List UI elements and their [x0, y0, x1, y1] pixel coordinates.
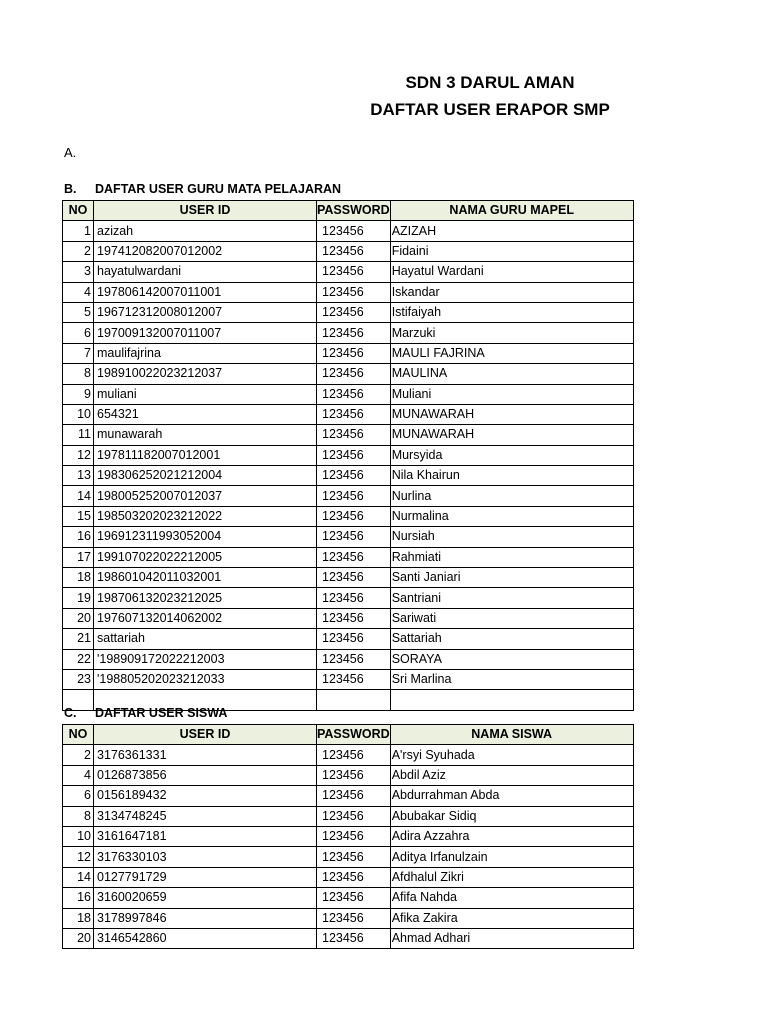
cell-no: 11 [63, 425, 94, 445]
cell-no: 6 [63, 323, 94, 343]
table-row [63, 806, 634, 826]
cell-no: 1 [63, 221, 94, 241]
cell-user-id: 0126873856 [94, 765, 317, 785]
table-row [63, 425, 634, 445]
table-row [63, 826, 634, 846]
cell-name: Nursiah [390, 527, 633, 547]
cell-user-id: 198910022023212037 [94, 364, 317, 384]
table-row [63, 241, 634, 261]
table-row [63, 669, 634, 689]
cell-no: 19 [63, 588, 94, 608]
cell-password: 123456 [317, 888, 391, 908]
column-header-user-id: USER ID [94, 201, 317, 221]
cell-name: Rahmiati [390, 547, 633, 567]
cell-name: MAULI FAJRINA [390, 343, 633, 363]
cell-name: Muliani [390, 384, 633, 404]
cell-user-id: 197607132014062002 [94, 608, 317, 628]
cell-password: 123456 [317, 282, 391, 302]
cell-user-id: 196912311993052004 [94, 527, 317, 547]
column-header-no: NO [63, 201, 94, 221]
section-c-heading [64, 706, 227, 720]
table-row [63, 262, 634, 282]
cell-password: 123456 [317, 302, 391, 322]
cell-password: 123456 [317, 669, 391, 689]
cell-no: 18 [63, 568, 94, 588]
table-row [63, 908, 634, 928]
cell-user-id: 0127791729 [94, 867, 317, 887]
cell-no: 16 [63, 527, 94, 547]
cell-user-id: 196712312008012007 [94, 302, 317, 322]
cell-user-id: 3178997846 [94, 908, 317, 928]
cell-user-id: 197811182007012001 [94, 445, 317, 465]
cell-no: 21 [63, 629, 94, 649]
table-row [63, 547, 634, 567]
table-row [63, 343, 634, 363]
cell-password: 123456 [317, 588, 391, 608]
cell-no: 8 [63, 806, 94, 826]
cell-no: 15 [63, 506, 94, 526]
cell-user-id: 198503202023212022 [94, 506, 317, 526]
cell-name: Aditya Irfanulzain [390, 847, 633, 867]
cell-no: 10 [63, 826, 94, 846]
cell-no: 6 [63, 786, 94, 806]
cell-password: 123456 [317, 908, 391, 928]
cell-password: 123456 [317, 928, 391, 948]
cell-name: Istifaiyah [390, 302, 633, 322]
teacher-user-table [62, 200, 634, 711]
section-b-letter: B. [64, 182, 77, 196]
cell-no: 9 [63, 384, 94, 404]
cell-password: 123456 [317, 847, 391, 867]
cell-user-id: 198306252021212004 [94, 466, 317, 486]
table-row [63, 608, 634, 628]
cell-no: 17 [63, 547, 94, 567]
cell-no: 3 [63, 262, 94, 282]
table-row [63, 928, 634, 948]
cell-user-id: 3176330103 [94, 847, 317, 867]
column-header-password: PASSWORD [317, 201, 391, 221]
cell-password: 123456 [317, 608, 391, 628]
cell-password: 123456 [317, 867, 391, 887]
table-row [63, 302, 634, 322]
cell-no: 5 [63, 302, 94, 322]
cell-password: 123456 [317, 364, 391, 384]
section-c-title: DAFTAR USER SISWA [95, 706, 228, 720]
table-row [63, 745, 634, 765]
cell-user-id: 0156189432 [94, 786, 317, 806]
table-row [63, 847, 634, 867]
table-header-row [63, 725, 634, 745]
cell-name: Abdil Aziz [390, 765, 633, 785]
cell-name: Sri Marlina [390, 669, 633, 689]
cell-password: 123456 [317, 765, 391, 785]
cell-user-id: azizah [94, 221, 317, 241]
cell-no: 14 [63, 867, 94, 887]
cell-password: 123456 [317, 806, 391, 826]
cell-no: 8 [63, 364, 94, 384]
cell-no: 22 [63, 649, 94, 669]
cell-name: Fidaini [390, 241, 633, 261]
cell-name: Afika Zakira [390, 908, 633, 928]
cell-user-id: muliani [94, 384, 317, 404]
table-row [63, 364, 634, 384]
table-header-row [63, 201, 634, 221]
cell-name: Nila Khairun [390, 466, 633, 486]
cell-name: Ahmad Adhari [390, 928, 633, 948]
cell-password [317, 690, 391, 710]
table-row [63, 384, 634, 404]
cell-password: 123456 [317, 547, 391, 567]
cell-user-id: 3160020659 [94, 888, 317, 908]
cell-user-id: 197009132007011007 [94, 323, 317, 343]
section-b-title: DAFTAR USER GURU MATA PELAJARAN [95, 182, 342, 196]
table-row [63, 323, 634, 343]
cell-user-id: 3146542860 [94, 928, 317, 948]
cell-no: 7 [63, 343, 94, 363]
section-c-letter: C. [64, 706, 77, 720]
cell-name: Nurmalina [390, 506, 633, 526]
cell-password: 123456 [317, 486, 391, 506]
cell-no: 2 [63, 745, 94, 765]
cell-no: 4 [63, 282, 94, 302]
cell-user-id: 3176361331 [94, 745, 317, 765]
cell-password: 123456 [317, 343, 391, 363]
column-header-user-id: USER ID [94, 725, 317, 745]
cell-name: Afifa Nahda [390, 888, 633, 908]
cell-user-id: munawarah [94, 425, 317, 445]
cell-name: Iskandar [390, 282, 633, 302]
cell-name [390, 690, 633, 710]
cell-password: 123456 [317, 384, 391, 404]
cell-password: 123456 [317, 445, 391, 465]
cell-name: Santriani [390, 588, 633, 608]
cell-no: 12 [63, 445, 94, 465]
cell-name: Afdhalul Zikri [390, 867, 633, 887]
cell-no: 16 [63, 888, 94, 908]
cell-name: Marzuki [390, 323, 633, 343]
column-header-no: NO [63, 725, 94, 745]
table-row [63, 282, 634, 302]
table-row [63, 221, 634, 241]
student-table-body [63, 745, 634, 949]
cell-no: 14 [63, 486, 94, 506]
cell-name: AZIZAH [390, 221, 633, 241]
cell-password: 123456 [317, 745, 391, 765]
cell-user-id: 3134748245 [94, 806, 317, 826]
cell-no: 23 [63, 669, 94, 689]
cell-name: SORAYA [390, 649, 633, 669]
table-row [63, 445, 634, 465]
table-row [63, 506, 634, 526]
cell-password: 123456 [317, 404, 391, 424]
cell-password: 123456 [317, 425, 391, 445]
student-user-table [62, 724, 634, 949]
cell-no: 20 [63, 928, 94, 948]
cell-user-id: 199107022022212005 [94, 547, 317, 567]
cell-password: 123456 [317, 527, 391, 547]
school-name: SDN 3 DARUL AMAN [405, 73, 575, 92]
table-row [63, 486, 634, 506]
cell-user-id: sattariah [94, 629, 317, 649]
table-row [63, 527, 634, 547]
cell-name: Nurlina [390, 486, 633, 506]
section-b-heading [64, 182, 341, 196]
cell-user-id: 198601042011032001 [94, 568, 317, 588]
table-row [63, 888, 634, 908]
cell-name: Sattariah [390, 629, 633, 649]
cell-user-id: '198909172022212003 [94, 649, 317, 669]
table-row [63, 588, 634, 608]
cell-no: 10 [63, 404, 94, 424]
table-row [63, 404, 634, 424]
cell-name: MAULINA [390, 364, 633, 384]
cell-no: 12 [63, 847, 94, 867]
cell-password: 123456 [317, 221, 391, 241]
cell-password: 123456 [317, 506, 391, 526]
table-row [63, 786, 634, 806]
table-row [63, 466, 634, 486]
cell-no: 20 [63, 608, 94, 628]
cell-password: 123456 [317, 649, 391, 669]
table-row [63, 649, 634, 669]
cell-user-id: 198706132023212025 [94, 588, 317, 608]
cell-name: Santi Janiari [390, 568, 633, 588]
table-row [63, 765, 634, 785]
cell-user-id: maulifajrina [94, 343, 317, 363]
cell-name: MUNAWARAH [390, 425, 633, 445]
teacher-table-body [63, 221, 634, 710]
cell-user-id: 197412082007012002 [94, 241, 317, 261]
column-header-password: PASSWORD [317, 725, 391, 745]
cell-password: 123456 [317, 786, 391, 806]
cell-name: A'rsyi Syuhada [390, 745, 633, 765]
cell-no: 13 [63, 466, 94, 486]
column-header-teacher-name: NAMA GURU MAPEL [390, 201, 633, 221]
cell-name: Sariwati [390, 608, 633, 628]
document-title: DAFTAR USER ERAPOR SMP [370, 100, 610, 119]
cell-name: Adira Azzahra [390, 826, 633, 846]
table-row [63, 629, 634, 649]
cell-user-id: hayatulwardani [94, 262, 317, 282]
cell-user-id: 3161647181 [94, 826, 317, 846]
cell-no: 4 [63, 765, 94, 785]
cell-password: 123456 [317, 826, 391, 846]
cell-name: Mursyida [390, 445, 633, 465]
section-a-label: A. [64, 145, 77, 160]
cell-name: Hayatul Wardani [390, 262, 633, 282]
table-row [63, 568, 634, 588]
cell-name: Abdurrahman Abda [390, 786, 633, 806]
cell-password: 123456 [317, 466, 391, 486]
cell-name: MUNAWARAH [390, 404, 633, 424]
cell-user-id: 654321 [94, 404, 317, 424]
column-header-student-name: NAMA SISWA [390, 725, 633, 745]
cell-no: 18 [63, 908, 94, 928]
cell-password: 123456 [317, 629, 391, 649]
cell-no: 2 [63, 241, 94, 261]
cell-password: 123456 [317, 323, 391, 343]
cell-user-id: 197806142007011001 [94, 282, 317, 302]
cell-password: 123456 [317, 568, 391, 588]
cell-password: 123456 [317, 241, 391, 261]
cell-password: 123456 [317, 262, 391, 282]
cell-user-id: 198005252007012037 [94, 486, 317, 506]
table-row [63, 867, 634, 887]
cell-name: Abubakar Sidiq [390, 806, 633, 826]
cell-user-id: '198805202023212033 [94, 669, 317, 689]
